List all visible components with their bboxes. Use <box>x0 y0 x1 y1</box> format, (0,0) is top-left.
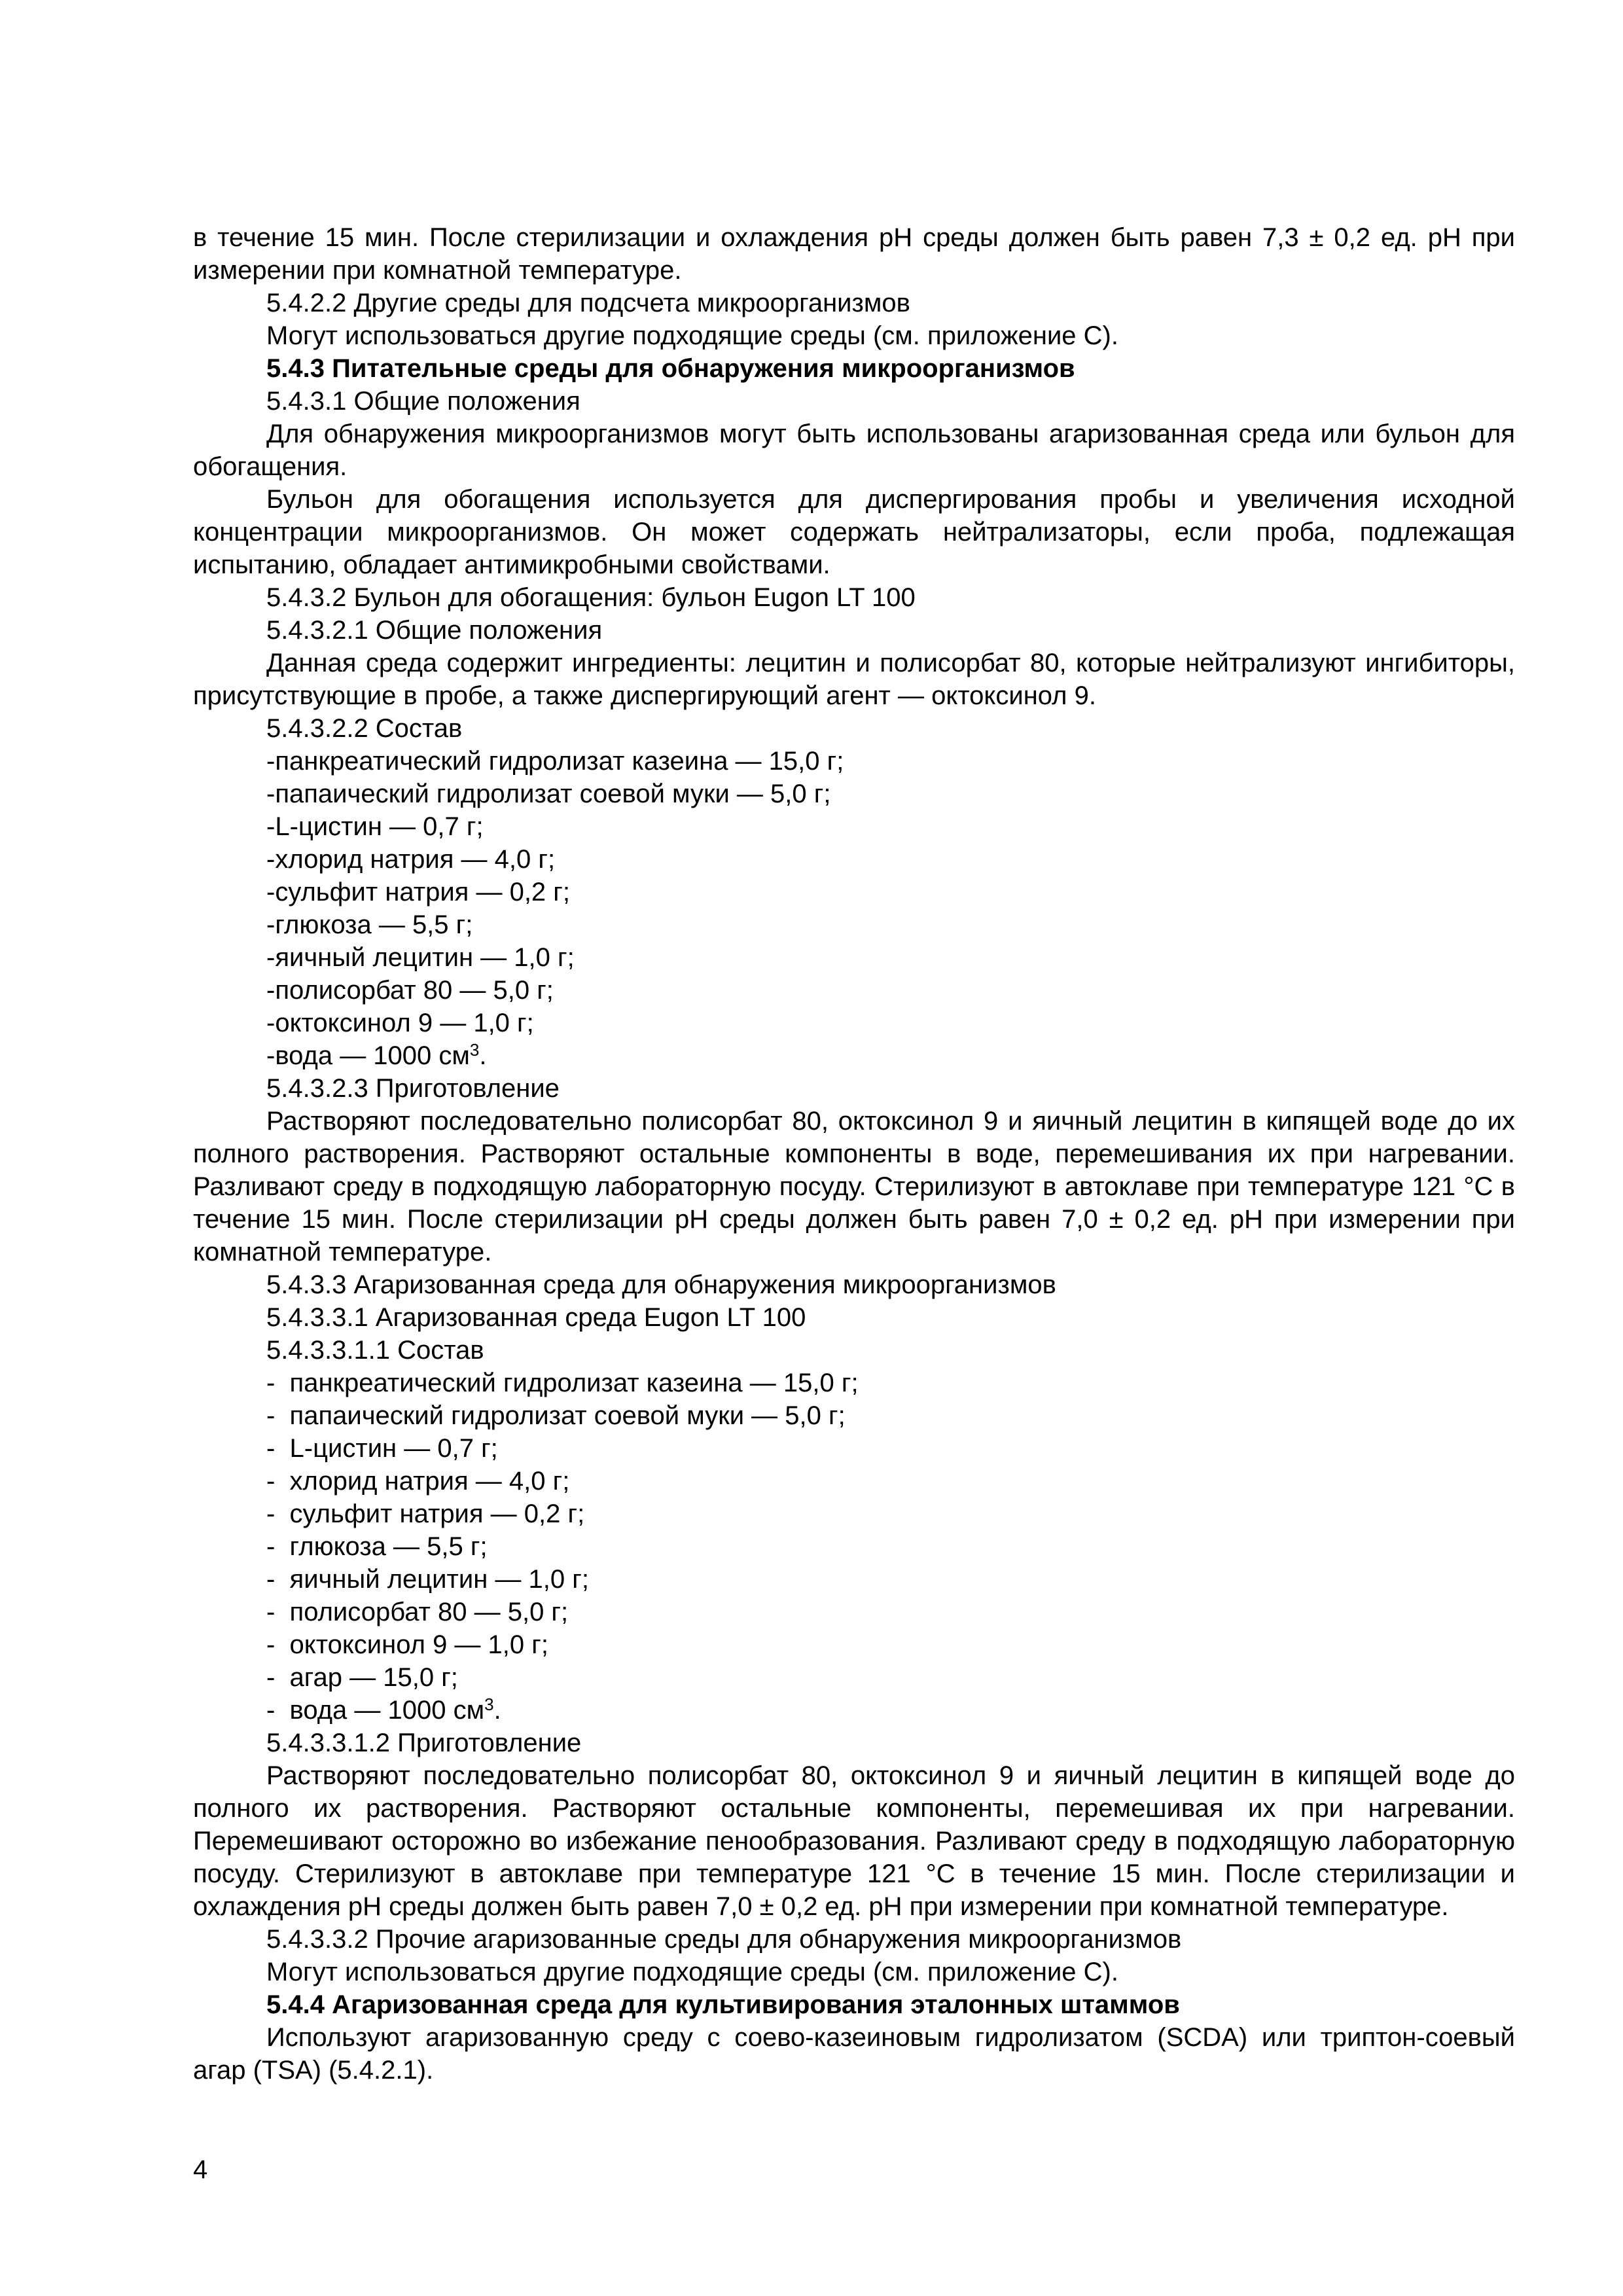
superscript: 3 <box>469 1040 480 1060</box>
heading-5-4-3-2-1: 5.4.3.2.1 Общие положения <box>266 616 603 645</box>
list-item: - полисорбат 80 — 5,0 г; <box>193 974 1515 1007</box>
superscript: 3 <box>484 1695 494 1714</box>
list-item: - октоксинол 9 — 1,0 г; <box>193 1628 1515 1661</box>
paragraph-other-agar-media: Могут использоваться другие подходящие среды (см. приложение С). <box>266 1958 1118 1986</box>
list-item: - яичный лецитин — 1,0 г; <box>193 1563 1515 1596</box>
heading-5-4-2-2: 5.4.2.2 Другие среды для подсчета микроорганизмов <box>266 289 910 317</box>
list-item: - L-цистин — 0,7 г; <box>193 1432 1515 1465</box>
list-item: - панкреатический гидролизат казеина — 15,0 г; <box>193 745 1515 778</box>
list-item: - папаический гидролизат соевой муки — 5,0 г; <box>193 778 1515 810</box>
heading-5-4-3-3-1-1: 5.4.3.3.1.1 Состав <box>266 1336 484 1365</box>
page-number: 4 <box>193 2155 208 2184</box>
paragraph-broth-preparation: Растворяют последовательно полисорбат 80, октоксинол 9 и яичный лецитин в кипящей воде до их полного растворения. Растворяют остальные компоненты в воде, перемешивания их при нагревании. Разливают среду в подходящую лабораторную посуду. Стерилизуют в автоклаве при температуре 121 °С в течение 15 мин. После стерилизации pH среды должен быть равен 7,0 ± 0,2 ед. pH при измерении при комнатной температуре. <box>193 1107 1515 1266</box>
list-item: - сульфит натрия — 0,2 г; <box>193 876 1515 908</box>
paragraph-continuation: в течение 15 мин. После стерилизации и охлаждения pH среды должен быть равен 7,3 ± 0,2 ед. pH при измерении при комнатной температуре. <box>193 223 1515 285</box>
heading-5-4-3-2-3: 5.4.3.2.3 Приготовление <box>266 1074 560 1103</box>
paragraph-ingredients: Данная среда содержит ингредиенты: лецитин и полисорбат 80, которые нейтрализуют ингибиторы, присутствующие в пробе, а также диспергирующий агент — октоксинол 9. <box>193 649 1515 710</box>
water-text: вода — 1000 см <box>289 1696 485 1725</box>
list-item: - папаический гидролизат соевой муки — 5,0 г; <box>193 1399 1515 1432</box>
paragraph-enrichment-broth: Бульон для обогащения используется для диспергирования пробы и увеличения исходной концентрации микроорганизмов. Он может содержать нейтрализаторы, если проба, подлежащая испытанию, обладает антимикробными свойствами. <box>193 485 1515 579</box>
document-page <box>193 221 1515 2087</box>
paragraph-reference-strains: Используют агаризованную среду с соево-казеиновым гидролизатом (SCDA) или триптон-соевый агар (TSA) (5.4.2.1). <box>193 2023 1515 2085</box>
heading-5-4-3-3: 5.4.3.3 Агаризованная среда для обнаружения микроорганизмов <box>266 1270 1056 1299</box>
heading-5-4-3: 5.4.3 Питательные среды для обнаружения микроорганизмов <box>266 354 1075 383</box>
heading-5-4-3-3-1: 5.4.3.3.1 Агаризованная среда Eugon LT 100 <box>266 1303 806 1332</box>
list-item-water <box>193 1694 1515 1727</box>
composition-list-agar <box>193 1367 1515 1727</box>
heading-5-4-3-3-1-2: 5.4.3.3.1.2 Приготовление <box>266 1729 582 1757</box>
paragraph-detection-media: Для обнаружения микроорганизмов могут быть использованы агаризованная среда или бульон для обогащения. <box>193 420 1515 481</box>
period: . <box>493 1696 501 1725</box>
list-item: - хлорид натрия — 4,0 г; <box>193 843 1515 876</box>
heading-5-4-3-3-2: 5.4.3.3.2 Прочие агаризованные среды для обнаружения микроорганизмов <box>266 1925 1182 1954</box>
list-item: - октоксинол 9 — 1,0 г; <box>193 1007 1515 1039</box>
composition-list-broth <box>193 745 1515 1072</box>
list-item: - полисорбат 80 — 5,0 г; <box>193 1596 1515 1628</box>
paragraph-agar-preparation: Растворяют последовательно полисорбат 80, октоксинол 9 и яичный лецитин в кипящей воде до полного их растворения. Растворяют остальные компоненты, перемешивая их при нагревании. Перемешивают осторожно во избежание пенообразования. Разливают среду в подходящую лабораторную посуду. Стерилизуют в автоклаве при температуре 121 °С в течение 15 мин. После стерилизации и охлаждения pH среды должен быть равен 7,0 ± 0,2 ед. pH при измерении при комнатной температуре. <box>193 1761 1515 1921</box>
list-item: - сульфит натрия — 0,2 г; <box>193 1498 1515 1530</box>
heading-5-4-3-2-2: 5.4.3.2.2 Состав <box>266 714 463 743</box>
paragraph-other-media: Могут использоваться другие подходящие среды (см. приложение С). <box>266 321 1118 350</box>
list-item: - панкреатический гидролизат казеина — 15,0 г; <box>193 1367 1515 1399</box>
list-item: - глюкоза — 5,5 г; <box>193 908 1515 941</box>
heading-5-4-3-2: 5.4.3.2 Бульон для обогащения: бульон Eugon LT 100 <box>266 583 916 612</box>
list-item: - хлорид натрия — 4,0 г; <box>193 1465 1515 1498</box>
list-item: - яичный лецитин — 1,0 г; <box>193 941 1515 974</box>
list-item: - агар — 15,0 г; <box>193 1661 1515 1694</box>
list-item: - глюкоза — 5,5 г; <box>193 1530 1515 1563</box>
heading-5-4-4: 5.4.4 Агаризованная среда для культивирования эталонных штаммов <box>266 1990 1180 2019</box>
list-item-water <box>193 1039 1515 1072</box>
heading-5-4-3-1: 5.4.3.1 Общие положения <box>266 387 580 416</box>
period: . <box>479 1041 487 1070</box>
list-item: - L-цистин — 0,7 г; <box>193 810 1515 843</box>
water-text: вода — 1000 см <box>275 1041 470 1070</box>
